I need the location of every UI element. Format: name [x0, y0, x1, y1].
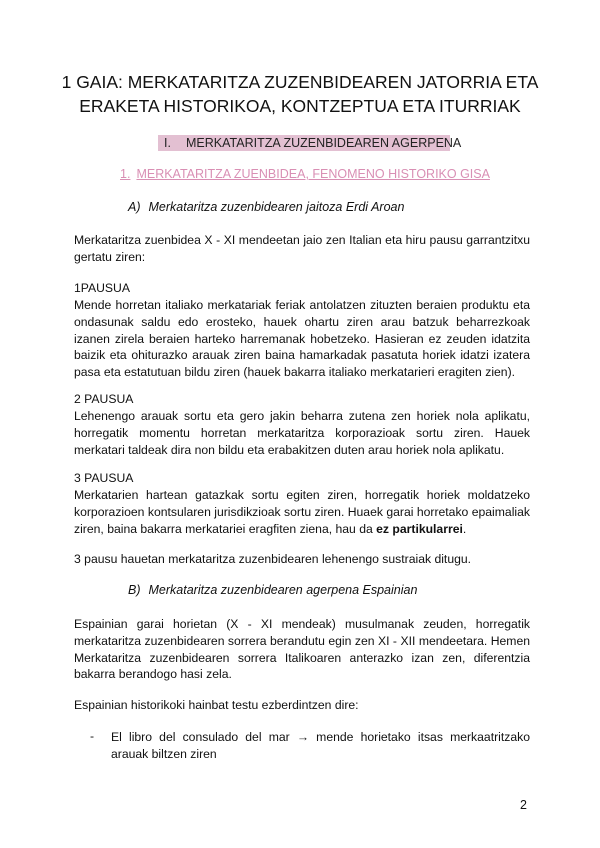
step2-label: 2 PAUSUA: [74, 392, 134, 406]
step3-text-end: .: [462, 521, 467, 536]
page-number: 2: [520, 798, 527, 812]
subheading-title: MERKATARITZA ZUENBIDEA, FENOMENO HISTORIKO GISA: [136, 167, 490, 181]
subheading: [120, 167, 490, 181]
intro-paragraph: Merkataritza zuenbidea X - XI mendeetan jaio zen Italian eta hiru pausu garrantzitxu gertatu ziren:: [74, 233, 530, 264]
section-number: I.: [164, 136, 171, 150]
step3-text: [74, 487, 530, 537]
title-line-1: 1 GAIA: MERKATARITZA ZUZENBIDEAREN JATORRIA ETA: [61, 72, 539, 92]
heading-b-title: Merkataritza zuzenbidearen agerpena Espainian: [148, 583, 418, 597]
spain-paragraph: Espainian garai horietan (X - XI mendeak) musulmanak zeuden, horregatik merkataritza zuzenbidearen sorrera berandutu egin zen XI - XII mendeetara. Hemen Merkataritza zuzenbidearen sorrera Italikoaren anterazko izan zen, diferentzia bakarra berandogo hasi zela.: [74, 617, 530, 682]
step1-text: Mende horretan italiako merkatariak feriak antolatzen zituzten beraien produktu eta ondasunak saldu edo erosteko, hauek ohartu ziren arau batzuk beharrezkoak izanen zirela beraien harteko harremanak hobetzeko. Hasieran ez zeuden idatzita baizik eta ohiturazko arauak ziren baina hamarkadak pasatuta horiek idatzi izatera pasa eta estatutuan bildu ziren (hauek bakarra italiako merkatarieri eragiten zien).: [74, 298, 530, 380]
subheading-number: 1.: [120, 167, 131, 181]
heading-a-title: Merkataritza zuzenbidearen jaitoza Erdi Aroan: [148, 200, 405, 214]
step3-bold-text: ez partikularrei: [376, 521, 463, 536]
list-item-dash: -: [90, 729, 95, 743]
section-heading: [158, 135, 462, 151]
heading-a-letter: A): [128, 200, 141, 214]
summary-paragraph: 3 pausu hauetan merkataritza zuzenbidearen lehenengo sustraiak ditugu.: [74, 552, 472, 566]
step3-label: 3 PAUSUA: [74, 471, 134, 485]
texts-intro: Espainian historikoki hainbat testu ezberdintzen dire:: [74, 698, 359, 712]
step2-text: Lehenengo arauak sortu eta gero jakin beharra zutena zen horiek nola aplikatu, horregatik momentu horretan merkataritza korporazioak sortu ziren. Hauek merkatari taldeak dira non bildu eta erabakitzen duten arau horiek nola aplikatu.: [74, 409, 530, 457]
list-item: El libro del consulado del mar → mende horietako itsas merkaatritzako arauak biltzen ziren: [111, 730, 530, 761]
title-line-2: ERAKETA HISTORIKOA, KONTZEPTUA ETA ITURRIAK: [79, 96, 521, 116]
heading-a: [128, 200, 404, 214]
step1-label: 1PAUSUA: [74, 281, 130, 295]
heading-b-letter: B): [128, 583, 141, 597]
section-title: MERKATARITZA ZUZENBIDEAREN AGERPENA: [186, 136, 462, 150]
page-title: [40, 70, 560, 118]
step3-text-main: Merkatarien hartean gatazkak sortu egiten ziren, horregatik horiek moldatzeko korporazioen kontsularen jurisdikzioak sortu ziren. Huaek garai horretako epaimaliak ziren, baina bakarra merkatariei eragfiten ziena, hau da: [74, 488, 530, 536]
heading-b: [128, 583, 417, 597]
